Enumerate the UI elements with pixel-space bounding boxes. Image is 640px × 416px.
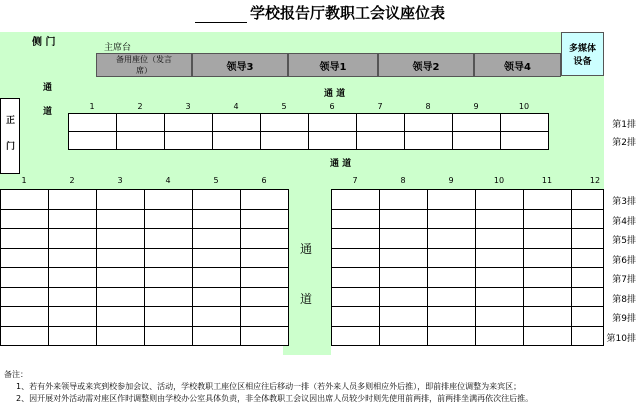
back-seat [48,189,97,210]
back-seat [523,248,572,269]
top-aisle-label: 通 道 [324,89,346,99]
left-aisle-char-2: 道 [43,107,53,117]
row-label: 第6排 [612,255,636,266]
back-seat [475,248,524,269]
back-seat [144,267,193,288]
row-label: 第5排 [612,236,636,246]
back-seat [379,287,428,308]
back-seat [192,287,241,308]
back-col-number: 12 [589,176,601,185]
row-label: 第8排 [612,294,636,305]
back-seat [331,267,380,288]
back-seat [144,189,193,210]
leader-2-seat: 领导2 [378,53,474,77]
rostrum-label: 主席台 [104,43,132,53]
front-seat [260,113,309,132]
back-seat [144,248,193,269]
back-seat [523,228,572,249]
back-seat [571,209,604,230]
back-seat [96,209,145,230]
back-seat [0,189,49,210]
back-seat [571,189,604,210]
back-seat [96,189,145,210]
front-seat [452,113,501,132]
front-seat [356,131,405,150]
back-seat [571,248,604,269]
front-seat [356,113,405,132]
back-seat [240,248,289,269]
back-col-number: 3 [117,176,123,185]
back-seat [475,287,524,308]
back-seat [192,189,241,210]
back-seat [96,306,145,327]
back-col-number: 6 [261,176,267,185]
back-col-number: 5 [213,176,219,185]
row-label: 第2排 [612,138,636,148]
back-seat [475,228,524,249]
back-seat [523,209,572,230]
front-seat [68,131,117,150]
main-door: 正 门 [0,98,20,174]
back-seat [0,267,49,288]
back-seat [331,209,380,230]
back-seat [240,267,289,288]
back-seat [48,209,97,230]
back-seat [0,306,49,327]
back-seat [48,228,97,249]
front-col-number: 10 [518,102,530,111]
back-seat [571,306,604,327]
back-seat [331,189,380,210]
front-col-number: 6 [329,102,335,111]
back-seat [48,248,97,269]
back-col-number: 7 [352,176,358,185]
back-seat [427,326,476,347]
back-seat [144,326,193,347]
back-seat [523,326,572,347]
back-col-number: 8 [400,176,406,185]
front-seat [116,113,165,132]
back-seat [96,248,145,269]
note-item-1: 1、若有外来领导或来宾到校参加会议、活动，学校教职工座位区相应往后移动一排（若外来人员多则相应外后推），即前排座位调整为来宾区； [16,382,522,391]
notes-heading: 备注： [4,370,28,379]
page-title: 学校报告厅教职工会议座位表 [0,2,640,23]
venue-center-aisle [283,189,331,355]
back-seat [48,326,97,347]
back-seat [331,228,380,249]
front-seat [164,113,213,132]
front-seat [404,131,453,150]
back-seat [475,267,524,288]
back-seat [144,209,193,230]
back-seat [144,306,193,327]
back-seat [192,267,241,288]
back-seat [475,326,524,347]
back-seat [427,267,476,288]
back-seat [475,306,524,327]
back-col-number: 1 [21,176,27,185]
back-seat [192,209,241,230]
back-seat [379,209,428,230]
back-seat [523,189,572,210]
front-col-number: 7 [377,102,383,111]
back-seat [379,189,428,210]
center-aisle-char-1: 通 [300,242,313,256]
back-seat [523,287,572,308]
front-seat [68,113,117,132]
back-seat [192,326,241,347]
back-seat [379,267,428,288]
back-seat [0,248,49,269]
back-seat [523,306,572,327]
front-col-number: 2 [137,102,143,111]
back-seat [475,189,524,210]
front-col-number: 8 [425,102,431,111]
back-seat [331,306,380,327]
back-seat [331,248,380,269]
back-seat [96,287,145,308]
back-seat [571,287,604,308]
front-col-number: 4 [233,102,239,111]
leader-4-seat: 领导4 [474,53,561,77]
back-seat [427,209,476,230]
back-seat [144,228,193,249]
back-seat [379,228,428,249]
front-seat [116,131,165,150]
front-seat [260,131,309,150]
back-seat [240,306,289,327]
center-aisle-char-2: 道 [300,292,313,306]
back-seat [427,248,476,269]
back-seat [0,209,49,230]
back-seat [0,287,49,308]
back-seat [192,228,241,249]
row-label: 第3排 [612,197,636,207]
front-seat [212,113,261,132]
title-blank-line [195,8,247,23]
leader-3-seat: 领导3 [192,53,288,77]
row-label: 第4排 [612,216,636,227]
back-seat [96,326,145,347]
back-seat [0,228,49,249]
row-label: 第1排 [612,120,636,130]
back-seat [379,306,428,327]
front-seat [452,131,501,150]
front-col-number: 1 [89,102,95,111]
back-seat [523,267,572,288]
side-door-label: 侧 门 [32,37,56,48]
back-seat [240,326,289,347]
back-seat [427,189,476,210]
front-seat [500,131,549,150]
left-aisle-char-1: 通 [43,83,53,93]
back-seat [96,228,145,249]
back-seat [571,326,604,347]
front-seat [212,131,261,150]
back-seat [331,326,380,347]
back-seat [48,287,97,308]
back-seat [144,287,193,308]
back-col-number: 11 [541,176,553,185]
back-seat [427,287,476,308]
row-label: 第7排 [612,275,636,285]
multimedia-equipment: 多媒体设备 [561,32,604,76]
back-seat [192,248,241,269]
back-seat [240,287,289,308]
back-seat [240,189,289,210]
front-seat [164,131,213,150]
front-col-number: 3 [185,102,191,111]
front-seat [308,131,357,150]
back-seat [48,267,97,288]
middle-aisle-label: 通 道 [330,159,352,169]
notes-section [4,369,636,405]
back-seat [240,228,289,249]
row-label: 第9排 [612,314,636,324]
back-seat [379,326,428,347]
back-seat [48,306,97,327]
front-seat [500,113,549,132]
back-col-number: 9 [448,176,454,185]
back-seat [427,228,476,249]
back-seat [240,209,289,230]
back-col-number: 4 [165,176,171,185]
note-item-2: 2、因开展对外活动需对座区作时调整则由学校办公室具体负责，非全体教职工会议因出席人员较少时则先使用前两排，前两排坐满再依次往后推。 [16,394,534,403]
back-col-number: 2 [69,176,75,185]
row-label: 第10排 [606,333,636,344]
reserve-seat-speaker: 备用座位（发言席） [96,53,192,77]
back-seat [96,267,145,288]
front-col-number: 9 [473,102,479,111]
back-seat [331,287,380,308]
front-seat [404,113,453,132]
back-seat [379,248,428,269]
back-seat [571,228,604,249]
back-seat [0,326,49,347]
back-col-number: 10 [493,176,505,185]
leader-1-seat: 领导1 [288,53,378,77]
back-seat [571,267,604,288]
back-seat [192,306,241,327]
back-seat [475,209,524,230]
front-col-number: 5 [281,102,287,111]
front-seat [308,113,357,132]
back-seat [427,306,476,327]
